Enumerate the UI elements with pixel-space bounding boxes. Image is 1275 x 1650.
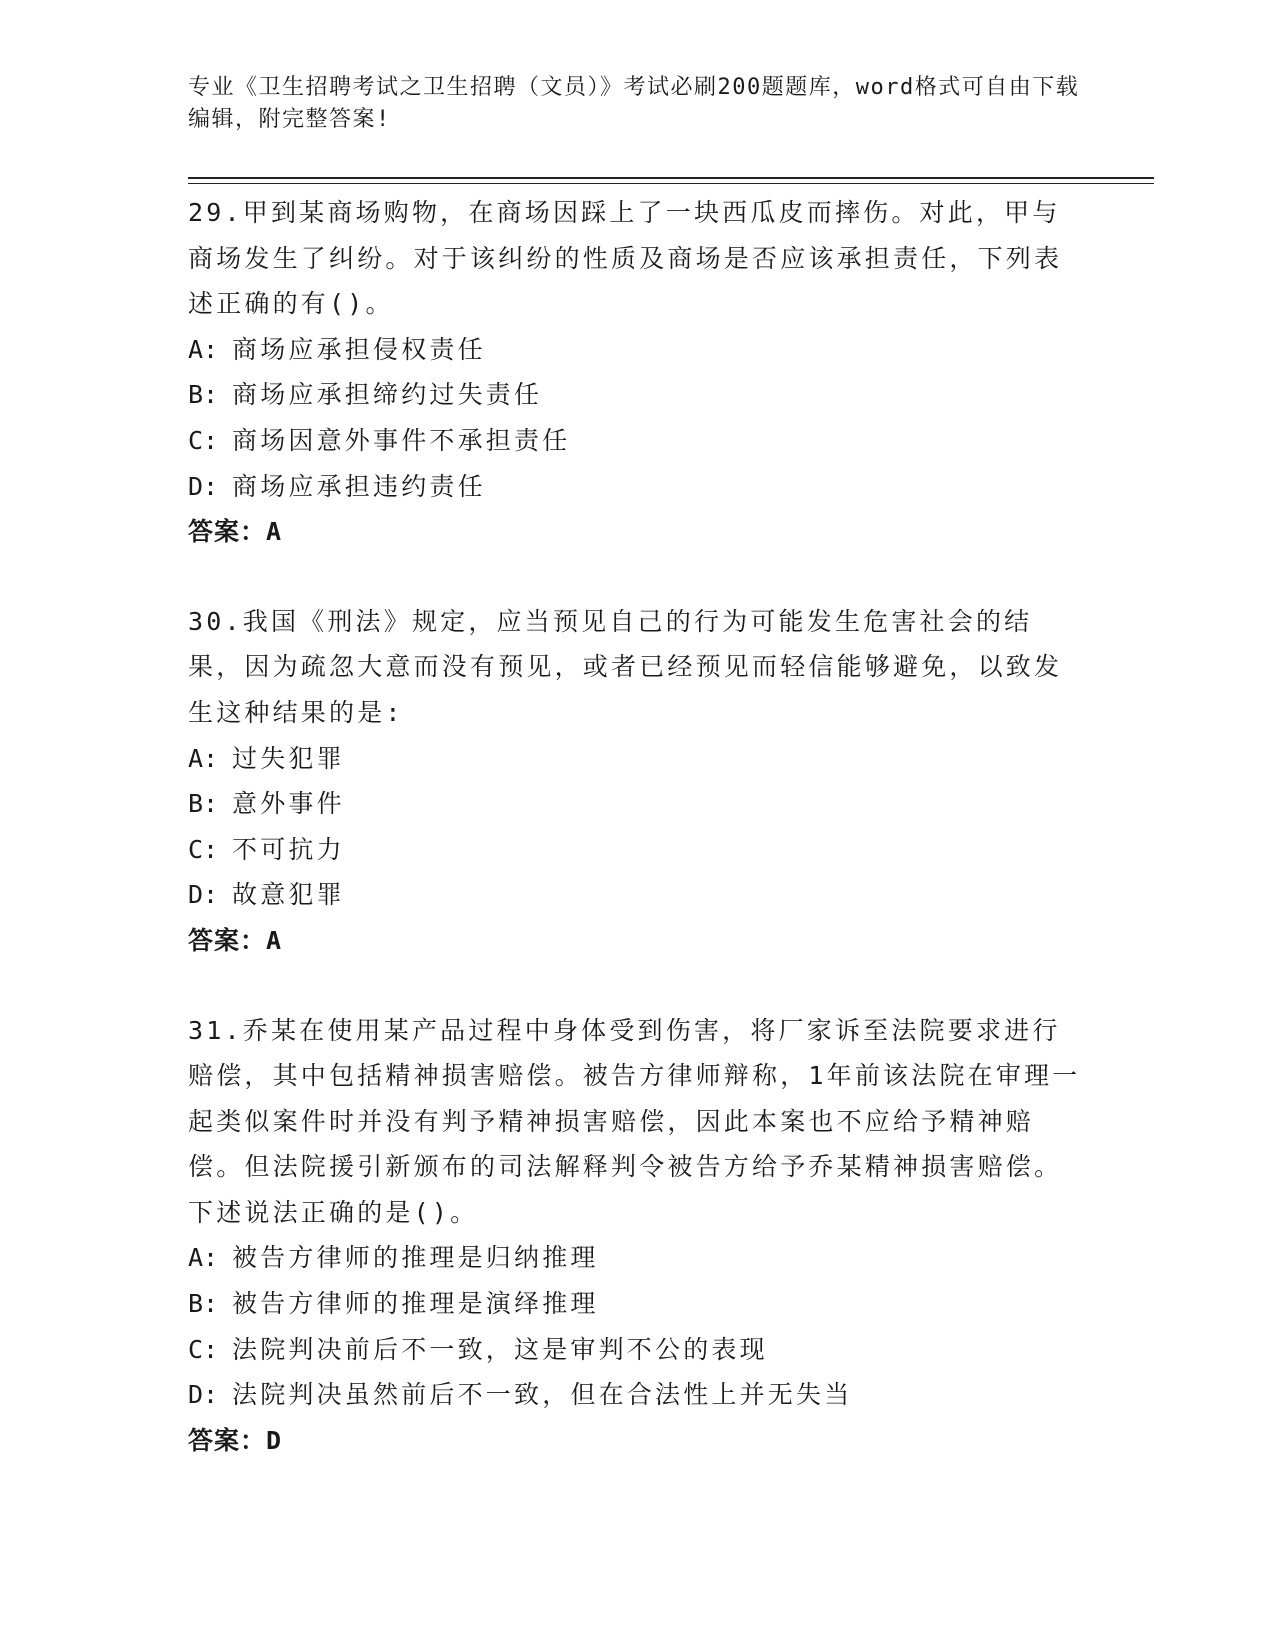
answer-prefix: 答案： [188,925,267,955]
option-c [188,827,1088,873]
option-label: D: [188,880,219,910]
option-a [188,736,1088,782]
option-d [188,464,1088,510]
question-list [188,190,1088,1507]
option-c [188,1327,1088,1373]
question-stem: 30.我国《刑法》规定，应当预见自己的行为可能发生危害社会的结果，因为疏忽大意而没有预见，或者已经预见而轻信能够避免，以致发生这种结果的是: [188,606,1063,727]
option-label: A: [188,1243,219,1273]
option-label: A: [188,743,219,773]
option-b [188,1281,1088,1327]
option-text: 法院判决前后不一致，这是审判不公的表现 [232,1334,768,1364]
answer-line [188,918,1088,964]
option-text: 商场应承担缔约过失责任 [232,380,543,410]
option-c [188,418,1088,464]
option-text: 被告方律师的推理是演绎推理 [232,1289,599,1319]
option-label: C: [188,425,219,455]
option-label: B: [188,789,219,819]
option-text: 法院判决虽然前后不一致，但在合法性上并无失当 [232,1380,853,1410]
answer-value: A [266,517,283,547]
question-31 [188,1008,1088,1464]
option-text: 故意犯罪 [232,880,345,910]
question-30 [188,599,1088,964]
header-divider-thick [188,177,1154,179]
answer-line [188,1418,1088,1464]
header-divider-thin [188,183,1154,184]
option-text: 不可抗力 [232,834,345,864]
question-29 [188,190,1088,555]
option-label: B: [188,380,219,410]
option-text: 过失犯罪 [232,743,345,773]
question-stem: 31.乔某在使用某产品过程中身体受到伤害，将厂家诉至法院要求进行赔偿，其中包括精神损害赔偿。被告方律师辩称，1年前该法院在审理一起类似案件时并没有判予精神损害赔偿，因此本案也不应给予精神赔偿。但法院援引新颁布的司法解释判令被告方给予乔某精神损害赔偿。下述说法正确的是()。 [188,1015,1081,1227]
option-d [188,872,1088,918]
option-label: B: [188,1289,219,1319]
answer-line [188,509,1088,555]
option-label: C: [188,1334,219,1364]
answer-value: D [266,1425,283,1455]
answer-prefix: 答案： [188,1425,267,1455]
question-stem: 29.甲到某商场购物，在商场因踩上了一块西瓜皮而摔伤。对此，甲与商场发生了纠纷。对于该纠纷的性质及商场是否应该承担责任，下列表述正确的有()。 [188,198,1063,319]
option-d [188,1372,1088,1418]
option-a [188,327,1088,373]
answer-prefix: 答案： [188,517,267,547]
option-label: C: [188,834,219,864]
option-a [188,1235,1088,1281]
option-text: 意外事件 [232,789,345,819]
option-b [188,781,1088,827]
document-header: 专业《卫生招聘考试之卫生招聘（文员）》考试必刷200题题库，word格式可自由下载编辑，附完整答案! [188,75,1080,132]
option-text: 商场因意外事件不承担责任 [232,425,571,455]
option-label: A: [188,334,219,364]
option-text: 商场应承担违约责任 [232,471,486,501]
option-label: D: [188,471,219,501]
option-text: 商场应承担侵权责任 [232,334,486,364]
answer-value: A [266,925,283,955]
option-text: 被告方律师的推理是归纳推理 [232,1243,599,1273]
option-b [188,372,1088,418]
option-label: D: [188,1380,219,1410]
